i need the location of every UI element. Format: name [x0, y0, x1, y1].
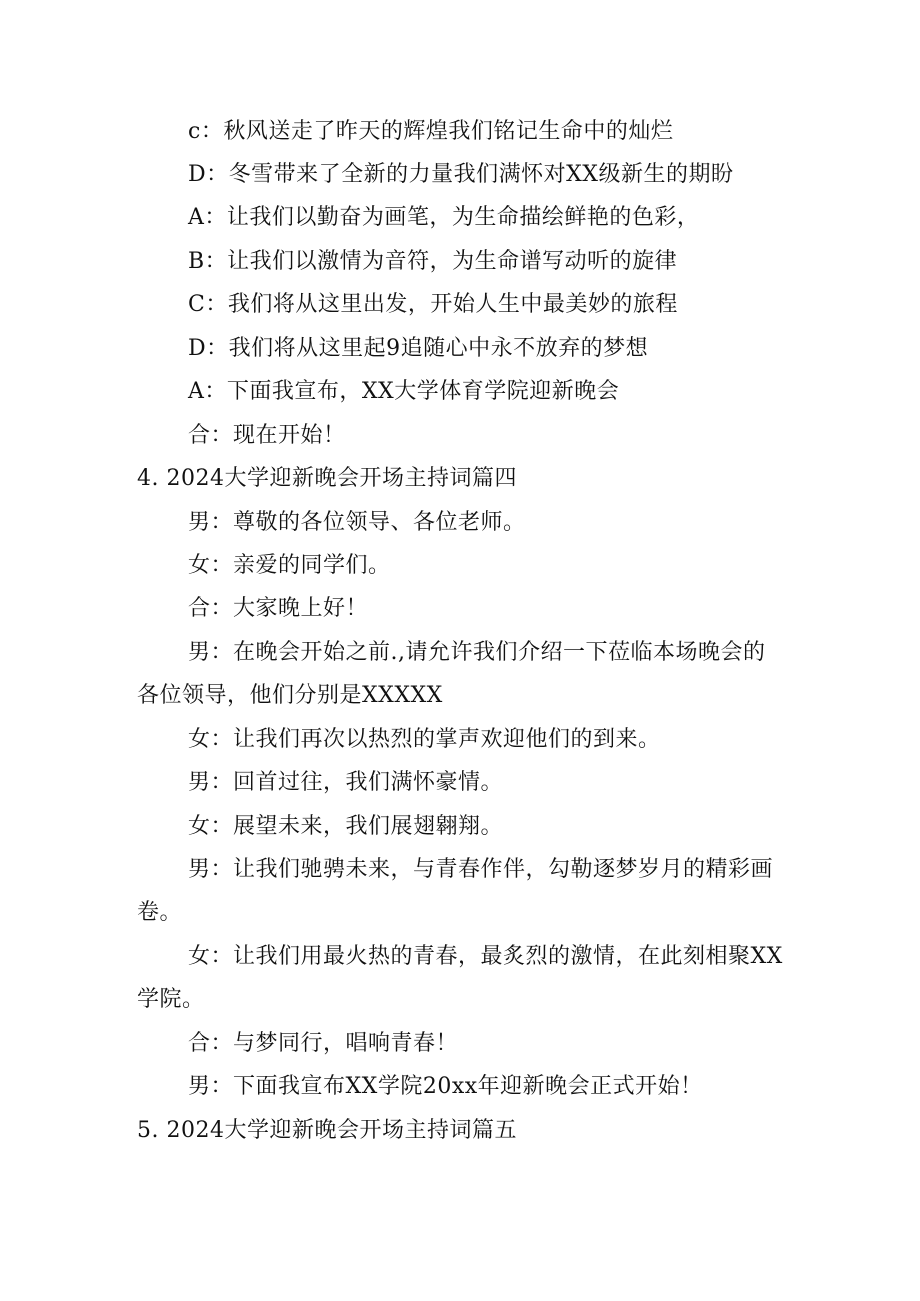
paragraph-line: 合：大家晚上好！: [188, 596, 369, 621]
paragraph-line: A：让我们以勤奋为画笔，为生命描绘鲜艳的色彩，: [188, 205, 700, 230]
paragraph-line: 男：让我们驰骋未来，与青春作伴，勾勒逐梦岁月的精彩画: [188, 857, 774, 882]
paragraph-line: 女：让我们再次以热烈的掌声欢迎他们的到来。: [188, 727, 661, 752]
paragraph-line: C：我们将从这里出发，开始人生中最美妙的旅程: [188, 292, 678, 317]
paragraph-line: 合：与梦同行，唱响青春！: [188, 1031, 459, 1056]
paragraph-line: 男：回首过往，我们满怀豪情。: [188, 770, 504, 795]
paragraph-line: 女：亲爱的同学们。: [188, 553, 391, 578]
paragraph-line: B：让我们以激情为音符，为生命谱写动听的旋律: [188, 249, 678, 274]
section-heading: 4. 2024大学迎新晚会开场主持词篇四: [137, 466, 517, 491]
paragraph-line: 男：下面我宣布XX学院20xx年迎新晚会正式开始！: [188, 1074, 703, 1099]
paragraph-line-continued: 卷。: [137, 900, 183, 925]
paragraph-line: 男：尊敬的各位领导、各位老师。: [188, 510, 526, 535]
paragraph-line: 女：展望未来，我们展翅翱翔。: [188, 814, 504, 839]
paragraph-line-continued: 学院。: [137, 987, 205, 1012]
paragraph-line: c：秋风送走了昨天的辉煌我们铭记生命中的灿烂: [188, 119, 674, 144]
section-heading: 5. 2024大学迎新晚会开场主持词篇五: [137, 1118, 517, 1143]
paragraph-line: 合：现在开始！: [188, 423, 346, 448]
paragraph-line: D：我们将从这里起9追随心中永不放弃的梦想: [188, 336, 649, 361]
paragraph-line: 男：在晚会开始之前.,请允许我们介绍一下莅临本场晚会的: [188, 640, 766, 665]
paragraph-line: D：冬雪带来了全新的力量我们满怀对XX级新生的期盼: [188, 162, 734, 187]
paragraph-line-continued: 各位领导，他们分别是XXXXX: [137, 683, 443, 708]
paragraph-line: 女：让我们用最火热的青春，最炙烈的激情，在此刻相聚XX: [188, 944, 783, 969]
paragraph-line: A：下面我宣布，XX大学体育学院迎新晚会: [188, 379, 620, 404]
